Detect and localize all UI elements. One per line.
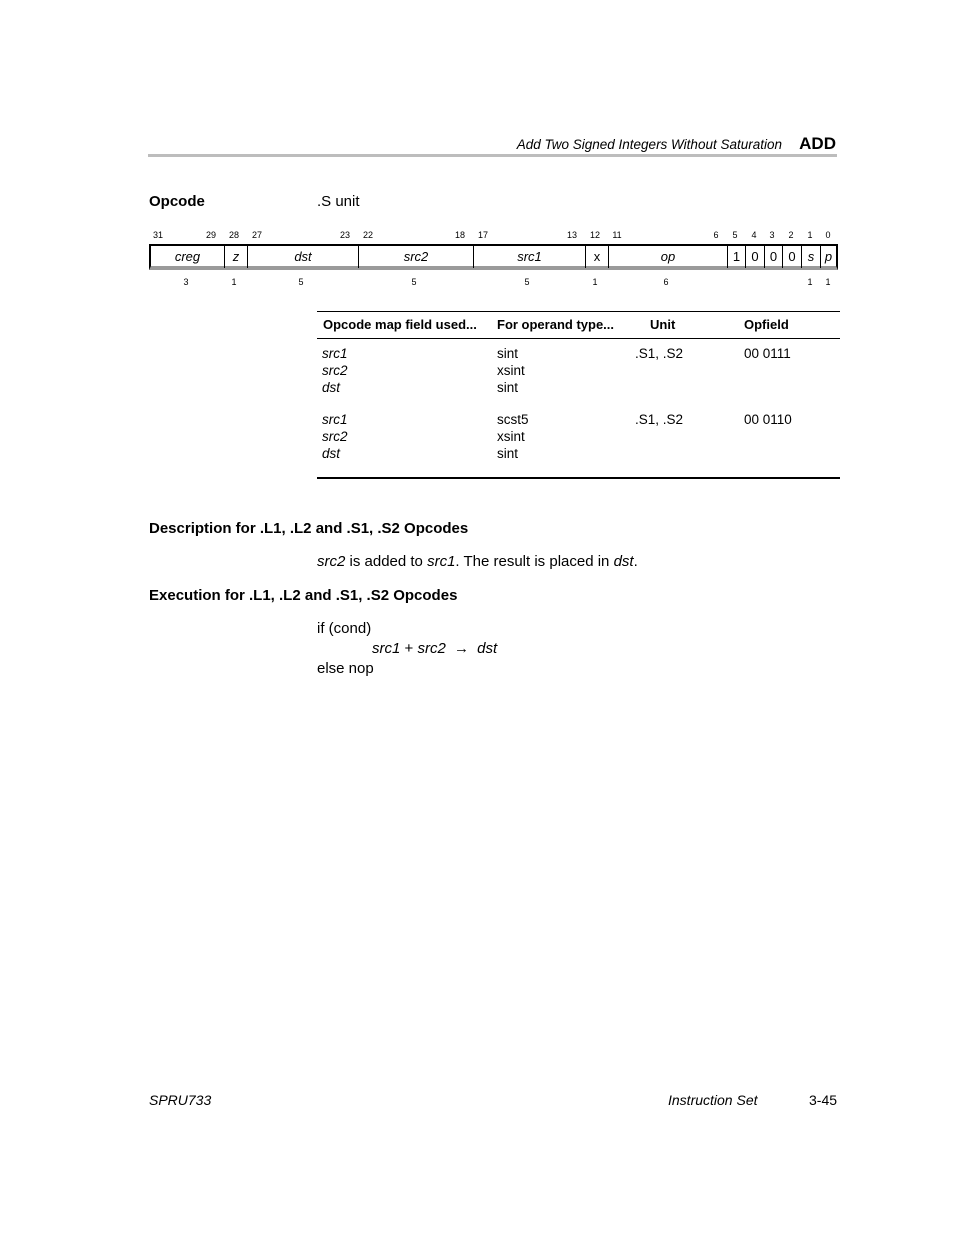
table-cell: dst xyxy=(322,446,341,461)
field-width: 6 xyxy=(663,277,669,287)
table-row xyxy=(317,345,840,411)
operand-src1: src1 xyxy=(372,640,401,657)
bit-number: 29 xyxy=(205,230,217,240)
table-cell: 00 0110 xyxy=(744,412,792,427)
bit-number: 6 xyxy=(713,230,719,240)
field-width: 3 xyxy=(183,277,189,287)
field-z: z xyxy=(225,246,248,268)
table-cell: src2 xyxy=(322,363,348,378)
column-header: Opfield xyxy=(744,317,789,332)
field-creg: creg xyxy=(151,246,225,268)
description-heading: Description for .L1, .L2 and .S1, .S2 Opcodes xyxy=(149,520,469,537)
table-cell: sint xyxy=(497,346,519,361)
field-width: 1 xyxy=(231,277,237,287)
field-width: 5 xyxy=(298,277,304,287)
field-width: 5 xyxy=(411,277,417,287)
bit-positions-top xyxy=(149,230,838,242)
operand-src2: src2 xyxy=(417,640,446,657)
field-op: op xyxy=(609,246,728,268)
table-cell: 00 0111 xyxy=(744,346,791,361)
table-cell: xsint xyxy=(497,429,525,444)
field-width: 1 xyxy=(592,277,598,287)
description-fragment: . xyxy=(633,553,638,570)
field-width: 5 xyxy=(524,277,530,287)
column-header: Unit xyxy=(650,317,676,332)
footer-document-id: SPRU733 xyxy=(149,1092,212,1108)
field-dst: dst xyxy=(248,246,359,268)
execution-operation xyxy=(372,640,497,657)
field-p: p xyxy=(824,249,833,264)
execution-heading: Execution for .L1, .L2 and .S1, .S2 Opcodes xyxy=(149,587,458,604)
bit-number: 1 xyxy=(807,230,813,240)
table-cell: xsint xyxy=(497,363,525,378)
table-cell: dst xyxy=(322,380,341,395)
column-header: Opcode map field used... xyxy=(323,317,477,332)
description-text xyxy=(317,553,638,570)
table-cell: src2 xyxy=(322,429,348,444)
field-src1: src1 xyxy=(474,246,586,268)
bit-number: 17 xyxy=(477,230,489,240)
footer-section: Instruction Set xyxy=(668,1092,758,1108)
bit-number: 0 xyxy=(825,230,831,240)
field-x: x xyxy=(586,246,609,268)
opcode-heading: Opcode xyxy=(149,193,205,210)
bit-number: 11 xyxy=(612,230,622,240)
table-row xyxy=(317,411,840,477)
execution-if-line: if (cond) xyxy=(317,620,372,637)
table-header-row xyxy=(317,312,840,339)
field-bit5: 1 xyxy=(728,246,746,268)
operand-src1: src1 xyxy=(427,553,456,570)
bit-number: 4 xyxy=(751,230,757,240)
field-width: 1 xyxy=(825,277,831,287)
field-bit3: 0 xyxy=(765,246,783,268)
bit-number: 18 xyxy=(454,230,466,240)
operand-dst: dst xyxy=(477,640,498,657)
column-header: For operand type... xyxy=(497,317,615,332)
plus-sign: + xyxy=(404,640,414,657)
description-fragment: is added to xyxy=(345,553,428,570)
table-cell: src1 xyxy=(322,346,348,361)
operand-src2: src2 xyxy=(317,553,346,570)
table-cell: .S1, .S2 xyxy=(635,346,684,361)
table-cell: .S1, .S2 xyxy=(635,412,684,427)
bit-number: 5 xyxy=(732,230,738,240)
bit-number: 22 xyxy=(362,230,374,240)
bit-number: 31 xyxy=(152,230,164,240)
bit-number: 28 xyxy=(228,230,240,240)
opcode-unit-label: .S unit xyxy=(317,193,360,210)
bit-number: 23 xyxy=(339,230,351,240)
field-s: s xyxy=(802,246,821,268)
opcode-map-table xyxy=(317,311,840,479)
execution-else-line: else nop xyxy=(317,660,374,677)
footer-page-number: 3-45 xyxy=(809,1092,838,1108)
field-width: 1 xyxy=(807,277,813,287)
bit-number: 12 xyxy=(589,230,601,240)
field-src2: src2 xyxy=(359,246,474,268)
table-cell: sint xyxy=(497,380,519,395)
running-header-subtitle: Add Two Signed Integers Without Saturation xyxy=(516,137,782,152)
bit-number: 27 xyxy=(251,230,263,240)
description-fragment: . The result is placed in xyxy=(455,553,614,570)
table-cell: src1 xyxy=(322,412,348,427)
table-cell: scst5 xyxy=(497,412,529,427)
bit-number: 13 xyxy=(566,230,578,240)
arrow-icon: → xyxy=(453,640,469,657)
field-bit4: 0 xyxy=(746,246,765,268)
bit-number: 2 xyxy=(788,230,794,240)
field-widths xyxy=(149,277,838,289)
bit-number: 3 xyxy=(769,230,775,240)
header-rule xyxy=(148,154,837,157)
field-bit2: 0 xyxy=(783,246,802,268)
opcode-field-diagram xyxy=(149,244,838,270)
table-cell: sint xyxy=(497,446,519,461)
operand-dst: dst xyxy=(613,553,634,570)
instruction-mnemonic: ADD xyxy=(799,134,836,153)
